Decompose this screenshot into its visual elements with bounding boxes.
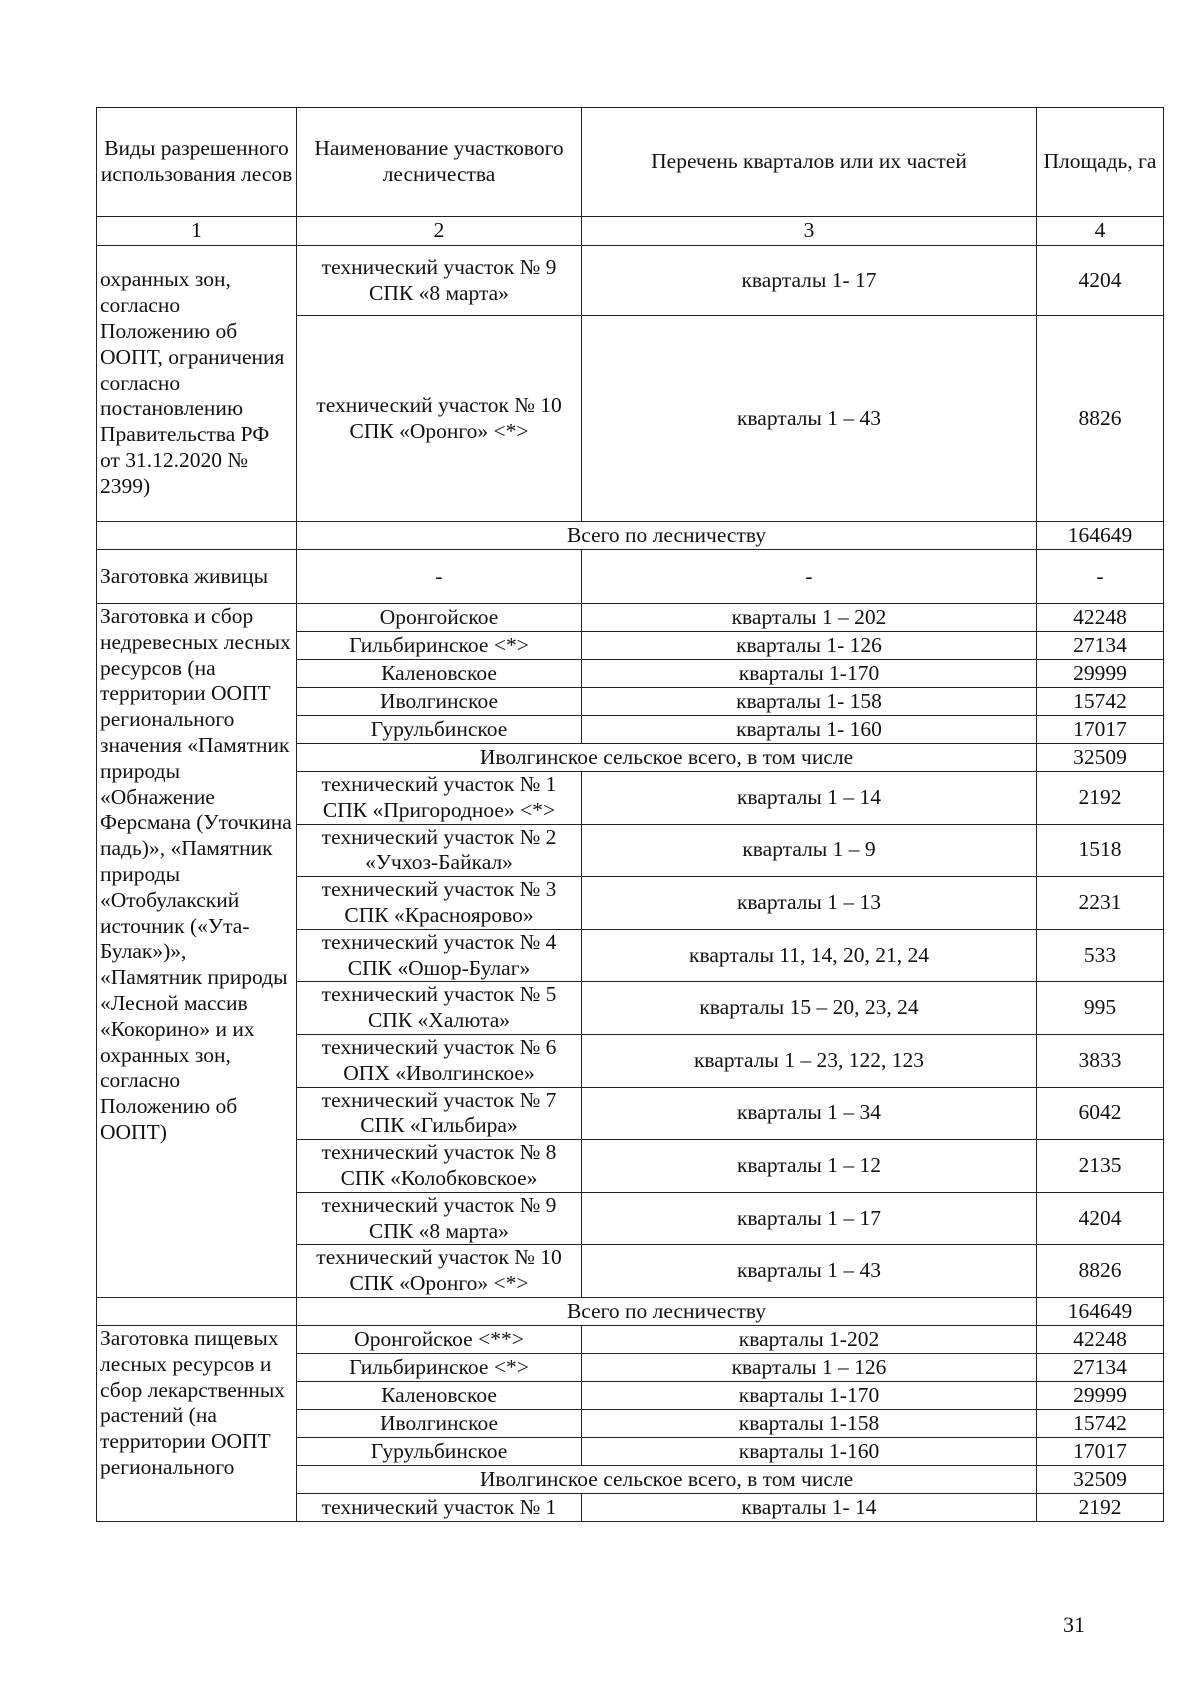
quarters-cell: кварталы 1 – 17 xyxy=(582,1192,1037,1245)
total-area: 164649 xyxy=(1037,522,1164,550)
subtotal-area: 32509 xyxy=(1037,744,1164,772)
forestry-name-cell: Гурульбинское xyxy=(297,716,582,744)
area-cell: 6042 xyxy=(1037,1087,1164,1140)
area-cell: - xyxy=(1037,550,1164,604)
empty-cell xyxy=(97,522,297,550)
quarters-cell: кварталы 1 – 23, 122, 123 xyxy=(582,1034,1037,1087)
area-cell: 533 xyxy=(1037,929,1164,982)
quarters-cell: кварталы 1 – 13 xyxy=(582,877,1037,930)
area-cell: 2192 xyxy=(1037,1493,1164,1521)
header-usage-type: Виды разрешенного использования лесов xyxy=(97,108,297,217)
quarters-cell: кварталы 11, 14, 20, 21, 24 xyxy=(582,929,1037,982)
subtotal-label: Иволгинское сельское всего, в том числе xyxy=(297,744,1037,772)
table-row xyxy=(97,604,1164,632)
total-area: 164649 xyxy=(1037,1297,1164,1325)
quarters-cell: кварталы 1- 160 xyxy=(582,716,1037,744)
quarters-cell: кварталы 1 – 43 xyxy=(582,1245,1037,1298)
area-cell: 4204 xyxy=(1037,246,1164,316)
header-quarters-list: Перечень кварталов или их частей xyxy=(582,108,1037,217)
forestry-name-cell: Каленовское xyxy=(297,660,582,688)
quarters-cell: кварталы 1 – 43 xyxy=(582,316,1037,522)
quarters-cell: кварталы 1-170 xyxy=(582,1381,1037,1409)
page-number: 31 xyxy=(1063,1612,1085,1637)
area-cell: 29999 xyxy=(1037,660,1164,688)
forestry-name-cell: технический участок № 10 СПК «Оронго» <*> xyxy=(297,1245,582,1298)
area-cell: 2135 xyxy=(1037,1140,1164,1193)
quarters-cell: - xyxy=(582,550,1037,604)
area-cell: 995 xyxy=(1037,982,1164,1035)
area-cell: 42248 xyxy=(1037,1325,1164,1353)
forest-usage-table xyxy=(96,107,1164,1522)
forestry-name-cell: технический участок № 1 xyxy=(297,1493,582,1521)
area-cell: 2192 xyxy=(1037,772,1164,825)
area-cell: 42248 xyxy=(1037,604,1164,632)
forestry-name-cell: технический участок № 9 СПК «8 марта» xyxy=(297,1192,582,1245)
area-cell: 8826 xyxy=(1037,1245,1164,1298)
forestry-name-cell: технический участок № 10 СПК «Оронго» <*> xyxy=(297,316,582,522)
quarters-cell: кварталы 1 – 126 xyxy=(582,1353,1037,1381)
column-number: 1 xyxy=(97,217,297,246)
forestry-name-cell: технический участок № 4 СПК «Ошор-Булаг» xyxy=(297,929,582,982)
usage-type-cell: Заготовка пищевых лесных ресурсов и сбор лекарственных растений (на территории ООПТ регионального xyxy=(97,1325,297,1521)
forestry-name-cell: технический участок № 1 СПК «Пригородное» <*> xyxy=(297,772,582,825)
area-cell: 8826 xyxy=(1037,316,1164,522)
area-cell: 1518 xyxy=(1037,824,1164,877)
total-row xyxy=(97,522,1164,550)
quarters-cell: кварталы 1 – 202 xyxy=(582,604,1037,632)
column-number-row xyxy=(97,217,1164,246)
area-cell: 15742 xyxy=(1037,688,1164,716)
forestry-name-cell: Иволгинское xyxy=(297,688,582,716)
column-number: 4 xyxy=(1037,217,1164,246)
forestry-name-cell: технический участок № 7 СПК «Гильбира» xyxy=(297,1087,582,1140)
subtotal-area: 32509 xyxy=(1037,1465,1164,1493)
quarters-cell: кварталы 15 – 20, 23, 24 xyxy=(582,982,1037,1035)
area-cell: 17017 xyxy=(1037,716,1164,744)
area-cell: 27134 xyxy=(1037,632,1164,660)
quarters-cell: кварталы 1-158 xyxy=(582,1409,1037,1437)
quarters-cell: кварталы 1-160 xyxy=(582,1437,1037,1465)
quarters-cell: кварталы 1- 17 xyxy=(582,246,1037,316)
table-row xyxy=(97,1325,1164,1353)
total-label: Всего по лесничеству xyxy=(297,522,1037,550)
usage-type-cell: охранных зон, согласно Положению об ООПТ, ограничения согласно постановлению Правительства РФ от 31.12.2020 № 2399) xyxy=(97,246,297,522)
quarters-cell: кварталы 1- 158 xyxy=(582,688,1037,716)
subtotal-label: Иволгинское сельское всего, в том числе xyxy=(297,1465,1037,1493)
forestry-name-cell: Оронгойское <**> xyxy=(297,1325,582,1353)
quarters-cell: кварталы 1 – 9 xyxy=(582,824,1037,877)
forestry-name-cell: Иволгинское xyxy=(297,1409,582,1437)
quarters-cell: кварталы 1- 126 xyxy=(582,632,1037,660)
forestry-name-cell: технический участок № 5 СПК «Халюта» xyxy=(297,982,582,1035)
quarters-cell: кварталы 1- 14 xyxy=(582,1493,1037,1521)
column-number: 3 xyxy=(582,217,1037,246)
forestry-name-cell: технический участок № 8 СПК «Колобковское» xyxy=(297,1140,582,1193)
forestry-name-cell: Гильбиринское <*> xyxy=(297,1353,582,1381)
table-header-row xyxy=(97,108,1164,217)
header-area: Площадь, га xyxy=(1037,108,1164,217)
table-row xyxy=(97,550,1164,604)
forestry-name-cell: Гильбиринское <*> xyxy=(297,632,582,660)
table-row xyxy=(97,246,1164,316)
forestry-name-cell: технический участок № 9 СПК «8 марта» xyxy=(297,246,582,316)
empty-cell xyxy=(97,1297,297,1325)
forestry-name-cell: Каленовское xyxy=(297,1381,582,1409)
forestry-name-cell: Оронгойское xyxy=(297,604,582,632)
forestry-name-cell: - xyxy=(297,550,582,604)
quarters-cell: кварталы 1-170 xyxy=(582,660,1037,688)
forestry-name-cell: технический участок № 6 ОПХ «Иволгинское» xyxy=(297,1034,582,1087)
quarters-cell: кварталы 1-202 xyxy=(582,1325,1037,1353)
area-cell: 29999 xyxy=(1037,1381,1164,1409)
column-number: 2 xyxy=(297,217,582,246)
forestry-name-cell: технический участок № 2 «Учхоз-Байкал» xyxy=(297,824,582,877)
forestry-name-cell: технический участок № 3 СПК «Красноярово» xyxy=(297,877,582,930)
usage-type-cell: Заготовка и сбор недревесных лесных ресурсов (на территории ООПТ регионального значения «Памятник природы «Обнажение Ферсмана (Уточкина падь)», «Памятник природы «Отобулакский источник («Ута-Булак»)», «Памятник природы «Лесной массив «Кокорино» и их охранных зон, согласно Положению об ООПТ) xyxy=(97,604,297,1298)
area-cell: 27134 xyxy=(1037,1353,1164,1381)
area-cell: 4204 xyxy=(1037,1192,1164,1245)
area-cell: 2231 xyxy=(1037,877,1164,930)
area-cell: 17017 xyxy=(1037,1437,1164,1465)
header-forestry-name: Наименование участкового лесничества xyxy=(297,108,582,217)
area-cell: 3833 xyxy=(1037,1034,1164,1087)
total-row xyxy=(97,1297,1164,1325)
quarters-cell: кварталы 1 – 14 xyxy=(582,772,1037,825)
quarters-cell: кварталы 1 – 34 xyxy=(582,1087,1037,1140)
area-cell: 15742 xyxy=(1037,1409,1164,1437)
total-label: Всего по лесничеству xyxy=(297,1297,1037,1325)
quarters-cell: кварталы 1 – 12 xyxy=(582,1140,1037,1193)
forestry-name-cell: Гурульбинское xyxy=(297,1437,582,1465)
usage-type-cell: Заготовка живицы xyxy=(97,550,297,604)
